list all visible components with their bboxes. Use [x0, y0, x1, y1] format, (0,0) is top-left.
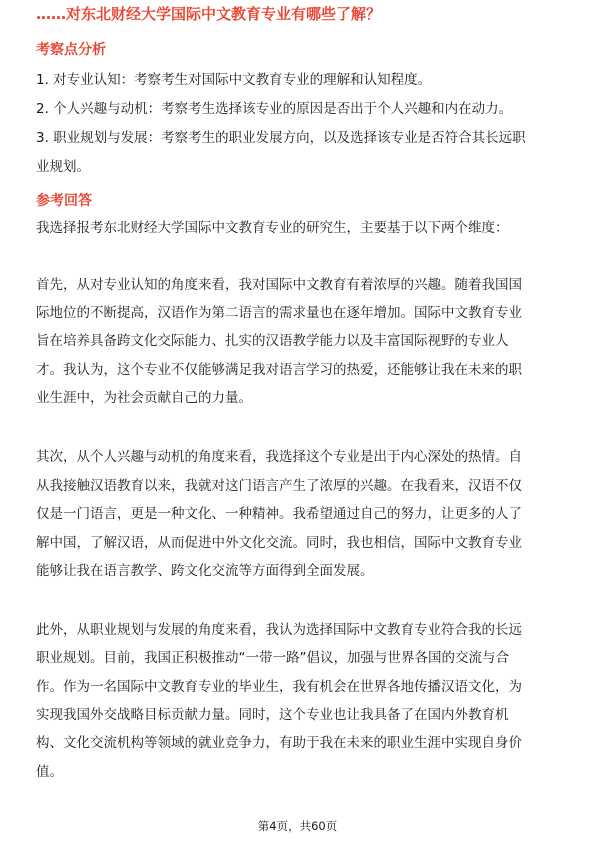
analysis-point: 2. 个人兴趣与动机：考察考生选择该专业的原因是否出于个人兴趣和内在动力。 [36, 101, 513, 117]
answer-paragraph-line: 作。作为一名国际中文教育专业的毕业生，我有机会在世界各地传播汉语文化，为 [36, 679, 522, 695]
answer-paragraph-line: 能够让我在语言教学、跨文化交流等方面得到全面发展。 [36, 563, 374, 579]
answer-paragraph-line: 值。 [36, 764, 63, 780]
answer-paragraph-line: 首先，从对专业认知的角度来看，我对国际中文教育有着浓厚的兴趣。随着我国国 [36, 277, 522, 293]
cutoff-question-line: ……对东北财经大学国际中文教育专业有哪些了解？ [36, 5, 382, 23]
answer-intro: 我选择报考东北财经大学国际中文教育专业的研究生，主要基于以下两个维度： [36, 220, 509, 236]
answer-paragraph-line: 才。我认为，这个专业不仅能够满足我对语言学习的热爱，还能够让我在未来的职 [36, 362, 522, 378]
answer-paragraph-line: 解中国，了解汉语，从而促进中外文化交流。同时，我也相信，国际中文教育专业 [36, 535, 522, 551]
page-number: 第4页，共60页 [257, 819, 338, 833]
answer-paragraph-line: 其次，从个人兴趣与动机的角度来看，我选择这个专业是出于内心深处的热情。自 [36, 449, 522, 465]
answer-paragraph-line: 际地位的不断提高，汉语作为第二语言的需求量也在逐年增加。国际中文教育专业 [36, 305, 522, 321]
answer-paragraph-line: 旨在培养具备跨文化交际能力、扎实的汉语教学能力以及丰富国际视野的专业人 [36, 333, 509, 349]
analysis-point: 1. 对专业认知：考察考生对国际中文教育专业的理解和认知程度。 [36, 72, 432, 88]
answer-paragraph-line: 此外，从职业规划与发展的角度来看，我认为选择国际中文教育专业符合我的长远 [36, 622, 522, 638]
answer-paragraph-line: 业生涯中，为社会贡献自己的力量。 [36, 390, 252, 406]
answer-paragraph-line: 实现我国外交战略目标贡献力量。同时，这个专业也让我具备了在国内外教育机 [36, 707, 509, 723]
analysis-heading: 考察点分析 [36, 42, 106, 58]
answer-heading: 参考回答 [36, 193, 92, 209]
answer-paragraph-line: 从我接触汉语教育以来，我就对这门语言产生了浓厚的兴趣。在我看来，汉语不仅 [36, 478, 522, 494]
answer-paragraph-line: 仅是一门语言，更是一种文化、一种精神。我希望通过自己的努力，让更多的人了 [36, 506, 522, 522]
answer-paragraph-line: 构、文化交流机构等领域的就业竞争力，有助于我在未来的职业生涯中实现自身价 [36, 735, 522, 751]
analysis-point: 3. 职业规划与发展：考察考生的职业发展方向，以及选择该专业是否符合其长远职 [36, 130, 526, 146]
analysis-point: 业规划。 [36, 159, 90, 175]
answer-paragraph-line: 职业规划。目前，我国正积极推动“一带一路”倡议，加强与世界各国的交流与合 [36, 650, 509, 666]
